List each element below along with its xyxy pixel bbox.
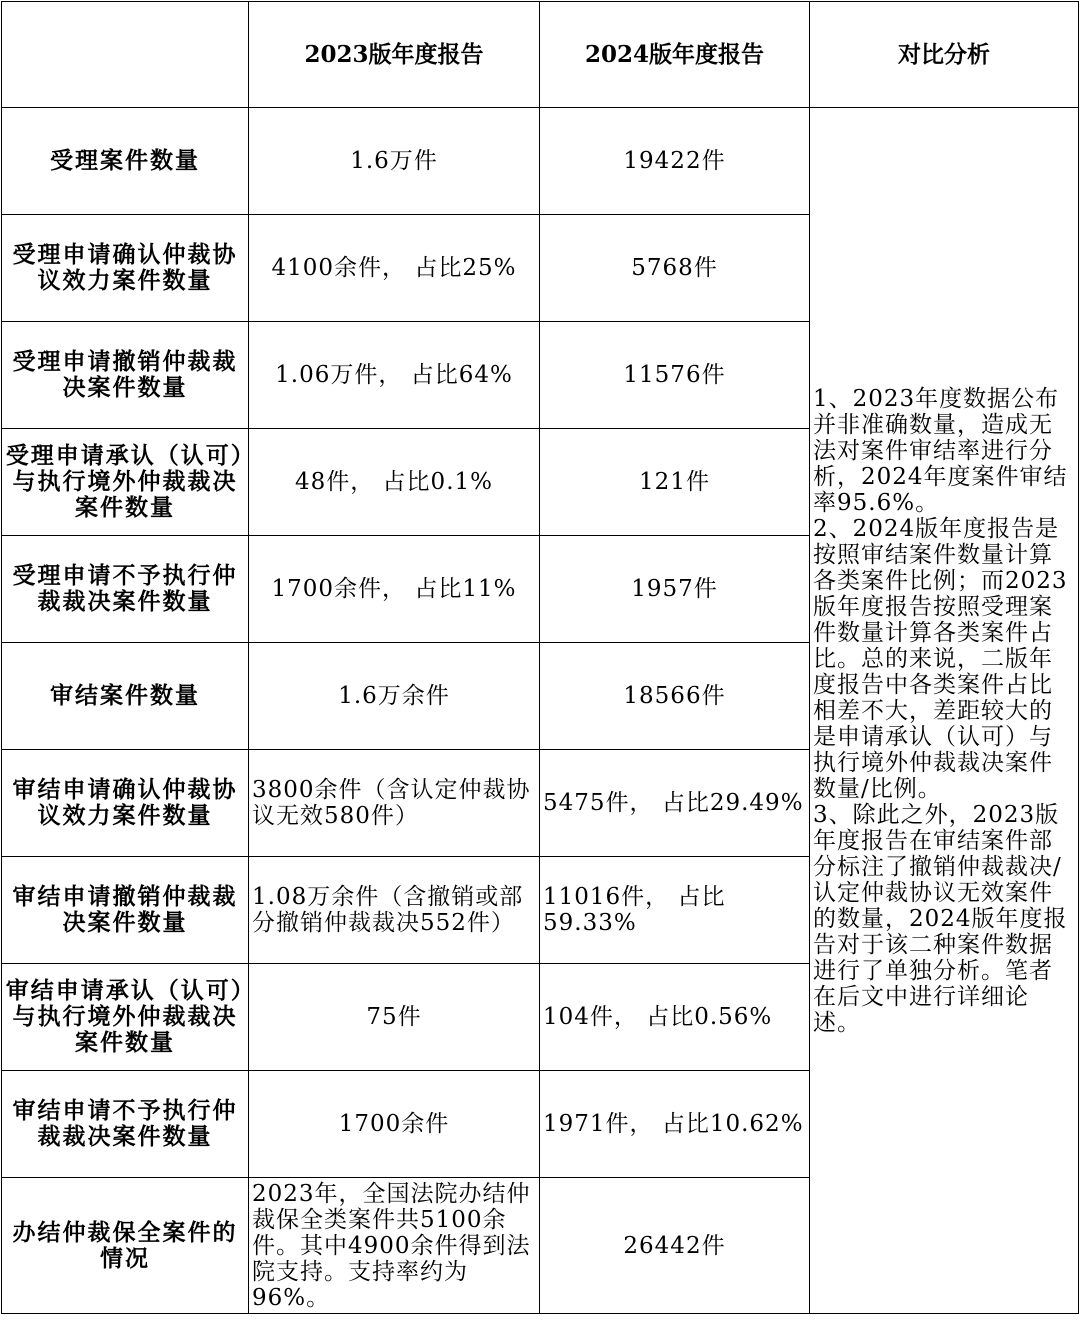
row-label: 受理申请不予执行仲裁裁决案件数量 [2,536,249,643]
value-2023: 75件 [249,964,540,1071]
analysis-point-1: 1、2023年度数据公布并非准确数量，造成无法对案件审结率进行分析，2024年度案件审结率95.6%。 [813,385,1068,516]
value-2024: 26442件 [540,1178,810,1314]
analysis-point-2: 2、2024版年度报告是按照审结案件数量计算各类案件比例；而2023版年度报告按照受理案件数量计算各类案件占比。总的来说，二版年度报告中各类案件占比相差不大，差距较大的是申请承认（认可）与执行境外仲裁裁决案件数量/比例。 [813,515,1068,802]
value-2024: 19422件 [540,108,810,215]
value-2024: 5475件， 占比29.49% [540,750,810,857]
row-label: 审结申请撤销仲裁裁决案件数量 [2,857,249,964]
row-label: 受理申请确认仲裁协议效力案件数量 [2,215,249,322]
row-label: 审结申请承认（认可）与执行境外仲裁裁决案件数量 [2,964,249,1071]
value-2023: 3800余件（含认定仲裁协议无效580件） [249,750,540,857]
value-2024: 1971件， 占比10.62% [540,1071,810,1178]
header-row [2,2,1079,108]
row-label: 审结案件数量 [2,643,249,750]
row-label: 受理申请承认（认可）与执行境外仲裁裁决案件数量 [2,429,249,536]
value-2024: 11016件， 占比59.33% [540,857,810,964]
value-2023: 1.06万件， 占比64% [249,322,540,429]
row-label: 审结申请不予执行仲裁裁决案件数量 [2,1071,249,1178]
row-label: 受理申请撤销仲裁裁决案件数量 [2,322,249,429]
value-2024: 121件 [540,429,810,536]
value-2023: 1.6万余件 [249,643,540,750]
value-2023: 1700余件， 占比11% [249,536,540,643]
value-2023: 1700余件 [249,1071,540,1178]
value-2024: 11576件 [540,322,810,429]
analysis-point-3: 3、除此之外，2023版年度报告在审结案件部分标注了撤销仲裁裁决/认定仲裁协议无效案件的数量，2024版年度报告对于该二种案件数据进行了单独分析。笔者在后文中进行详细论述。 [813,801,1068,1036]
row-label: 办结仲裁保全案件的情况 [2,1178,249,1314]
header-2024-report: 2024版年度报告 [540,2,810,108]
value-2024: 104件， 占比0.56% [540,964,810,1071]
value-2023: 2023年，全国法院办结仲裁保全类案件共5100余件。其中4900余件得到法院支持。支持率约为96%。 [249,1178,540,1314]
header-2023-report: 2023版年度报告 [249,2,540,108]
analysis-cell [810,108,1079,1314]
value-2024: 18566件 [540,643,810,750]
header-comparison-analysis: 对比分析 [810,2,1079,108]
value-2023: 1.08万余件（含撤销或部分撤销仲裁裁决552件） [249,857,540,964]
value-2023: 48件， 占比0.1% [249,429,540,536]
row-label: 审结申请确认仲裁协议效力案件数量 [2,750,249,857]
value-2023: 1.6万件 [249,108,540,215]
value-2023: 4100余件， 占比25% [249,215,540,322]
value-2024: 5768件 [540,215,810,322]
table-row [2,108,1079,215]
comparison-table [1,1,1079,1314]
header-corner-cell [2,2,249,108]
row-label: 受理案件数量 [2,108,249,215]
value-2024: 1957件 [540,536,810,643]
